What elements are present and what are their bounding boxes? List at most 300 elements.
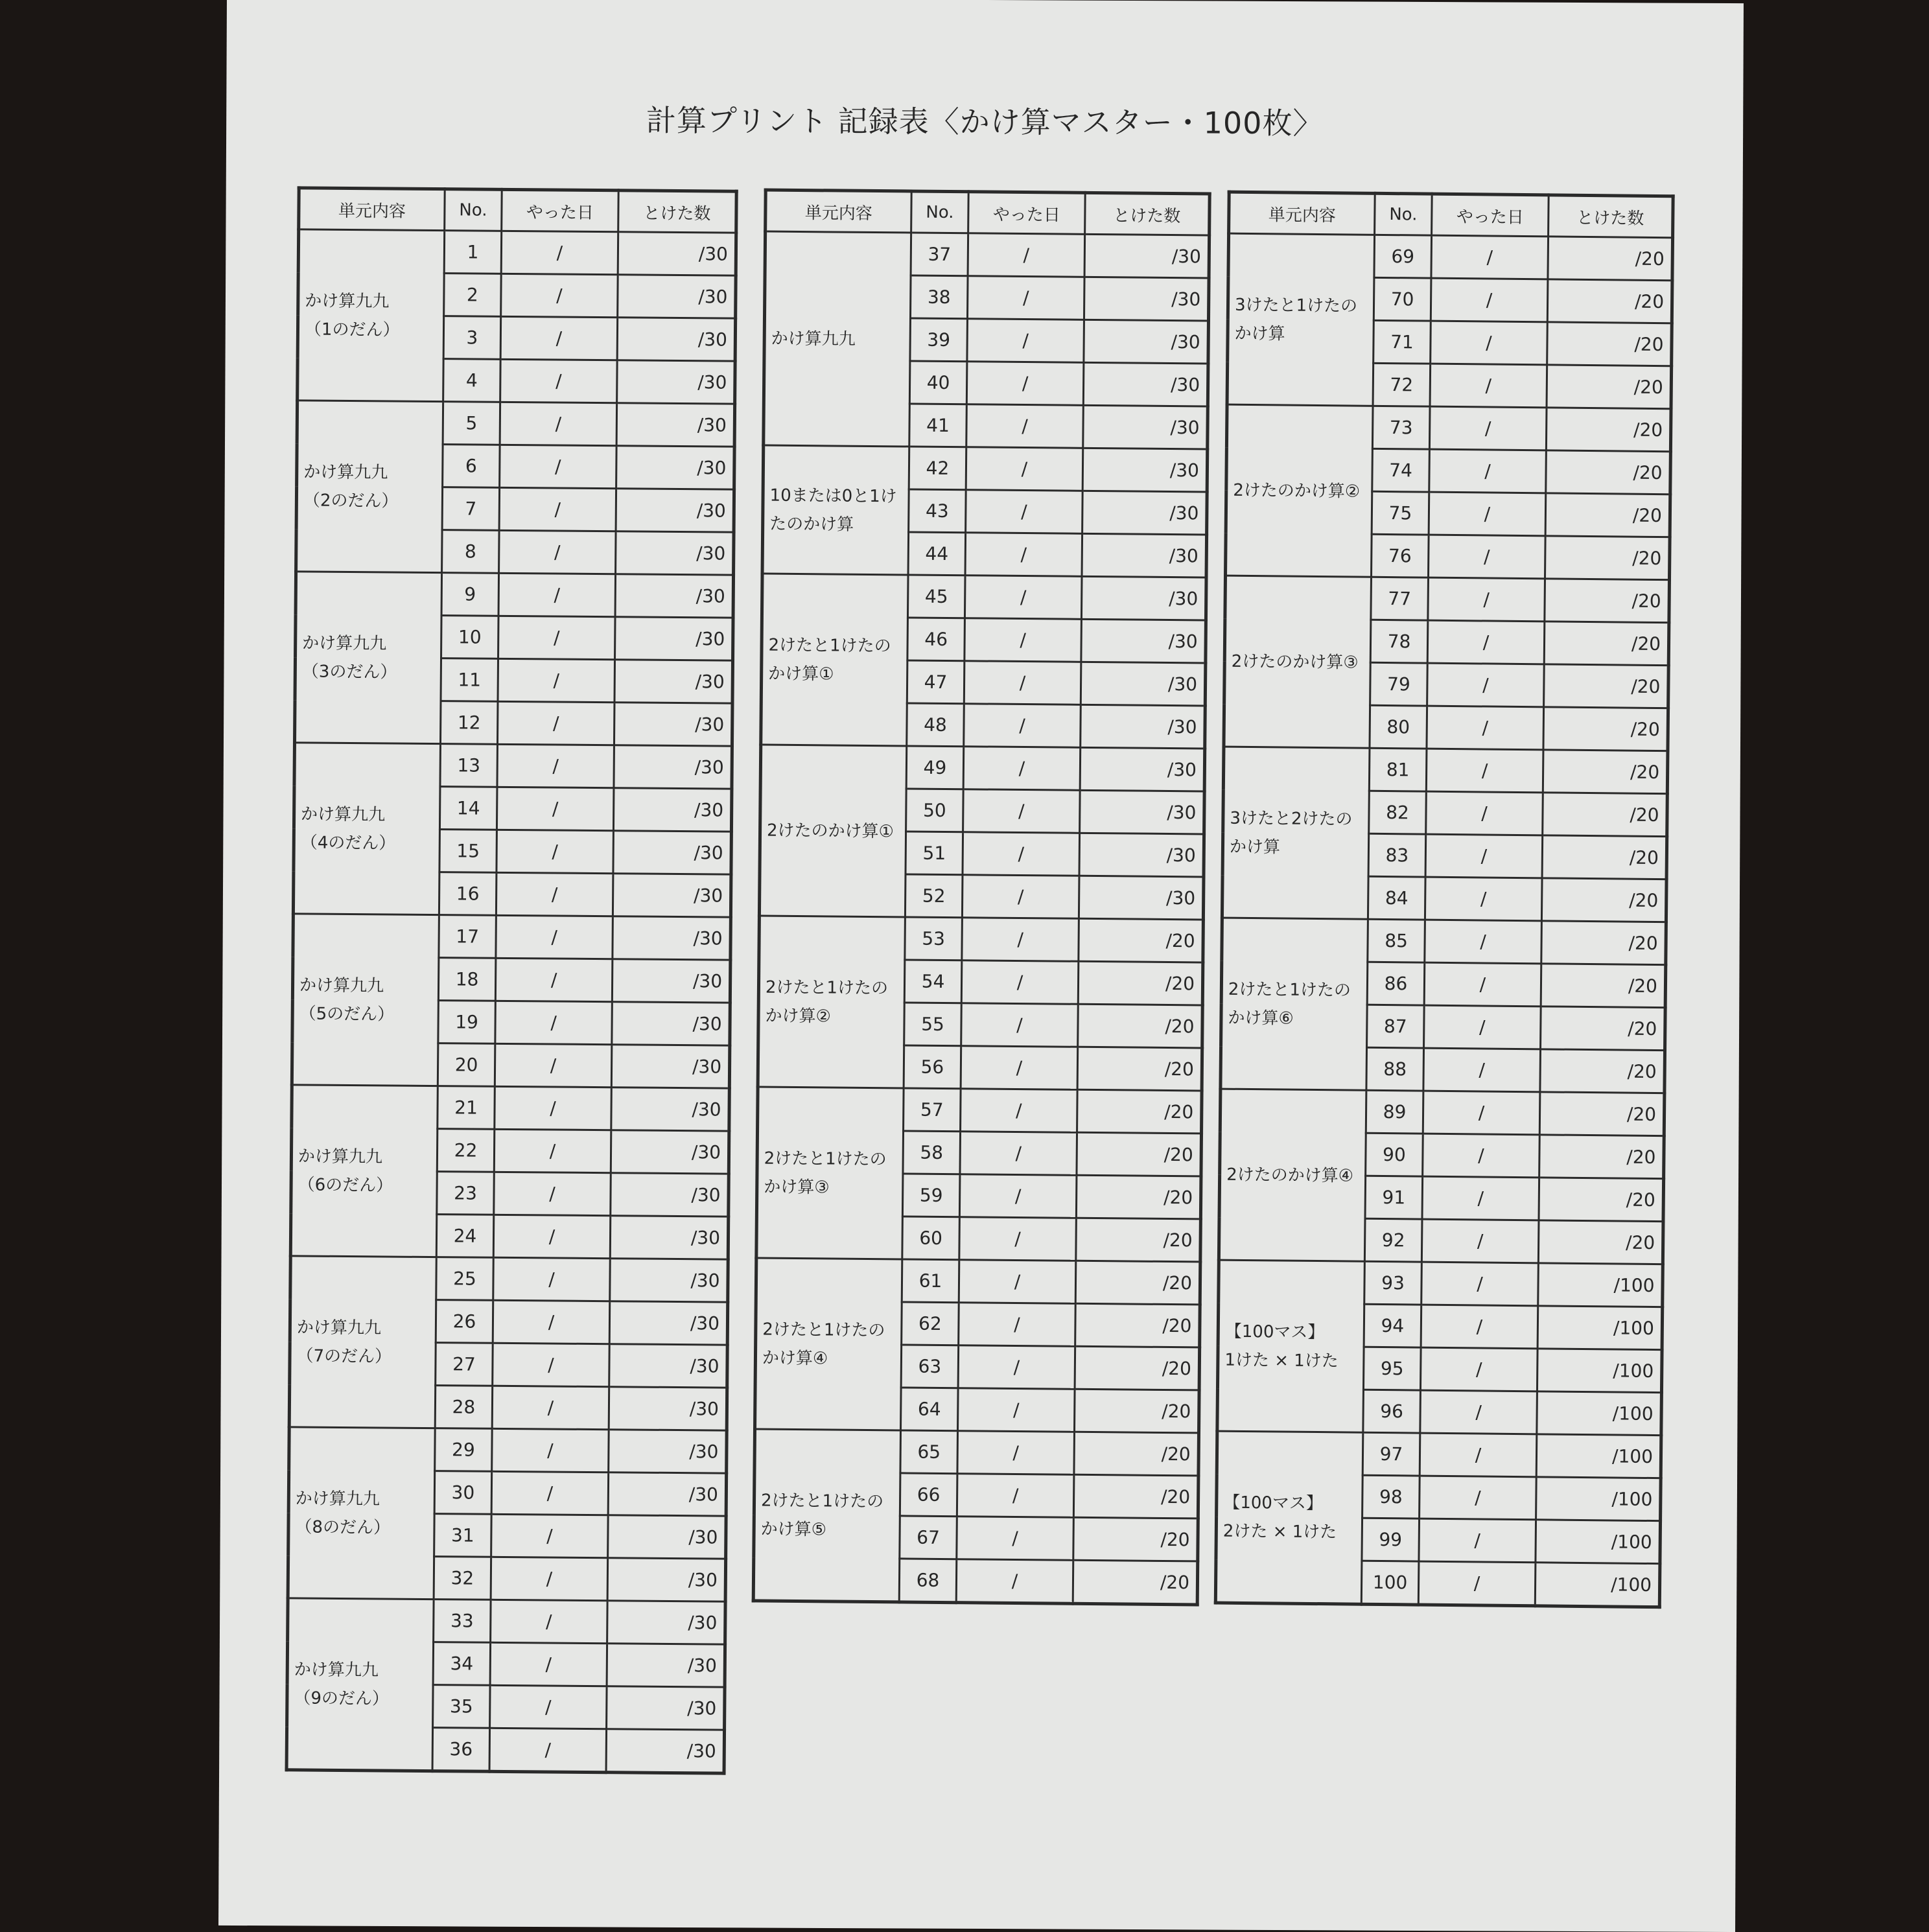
header-unit: 単元内容 <box>766 190 912 233</box>
date-cell[interactable]: / <box>1425 834 1543 878</box>
score-cell[interactable]: /30 <box>608 1472 727 1516</box>
date-cell[interactable]: / <box>497 830 614 873</box>
date-cell[interactable]: / <box>968 233 1085 277</box>
header-unit: 単元内容 <box>1229 192 1375 235</box>
score-cell[interactable]: /30 <box>1081 704 1206 749</box>
number-cell: 75 <box>1372 491 1429 535</box>
score-cell[interactable]: /20 <box>1543 750 1668 794</box>
header-score: とけた数 <box>1549 195 1674 238</box>
score-cell[interactable]: /20 <box>1547 365 1672 409</box>
date-cell[interactable]: / <box>494 1172 611 1215</box>
unit-cell: 2けたと1けたの かけ算⑤ <box>753 1429 900 1602</box>
score-cell[interactable]: /30 <box>1080 790 1205 834</box>
score-cell[interactable]: /30 <box>614 660 733 703</box>
date-cell[interactable]: / <box>497 787 614 830</box>
unit-cell: かけ算九九 （8のだん） <box>288 1427 435 1600</box>
date-cell[interactable]: / <box>1421 1305 1538 1349</box>
date-cell[interactable]: / <box>964 576 1082 620</box>
number-cell: 16 <box>439 872 497 916</box>
score-cell[interactable]: /30 <box>607 1601 726 1644</box>
date-cell[interactable]: / <box>1427 706 1544 750</box>
score-cell[interactable]: /30 <box>611 1130 729 1174</box>
score-cell[interactable]: /20 <box>1545 579 1670 623</box>
number-cell: 97 <box>1362 1432 1420 1476</box>
unit-cell: 【100マス】 1けた × 1けた <box>1217 1260 1365 1432</box>
number-cell: 14 <box>439 787 497 830</box>
score-cell[interactable]: /100 <box>1537 1391 1662 1436</box>
score-cell[interactable]: /30 <box>618 232 736 275</box>
score-cell[interactable]: /30 <box>616 531 734 575</box>
unit-cell: 2けたと1けたの かけ算④ <box>755 1258 902 1430</box>
table-row <box>1217 1431 1661 1478</box>
date-cell[interactable]: / <box>967 319 1084 363</box>
number-cell: 9 <box>441 573 499 616</box>
date-cell[interactable]: / <box>957 1474 1074 1518</box>
unit-cell: 2けたと1けたの かけ算③ <box>756 1087 904 1259</box>
score-cell[interactable]: /30 <box>615 617 734 660</box>
date-cell[interactable]: / <box>959 1303 1076 1347</box>
number-cell: 86 <box>1367 962 1425 1005</box>
score-cell[interactable]: /30 <box>616 446 735 489</box>
number-cell: 26 <box>436 1300 493 1344</box>
date-cell[interactable]: / <box>498 573 616 616</box>
date-cell[interactable]: / <box>493 1257 611 1301</box>
date-cell[interactable]: / <box>501 231 618 274</box>
score-cell[interactable]: /30 <box>1082 448 1208 492</box>
unit-cell: かけ算九九 <box>764 231 911 447</box>
number-cell: 4 <box>443 359 501 402</box>
date-cell[interactable]: / <box>498 658 615 702</box>
number-cell: 44 <box>908 532 966 576</box>
date-cell[interactable]: / <box>1420 1390 1537 1434</box>
score-cell[interactable]: /20 <box>1546 408 1671 452</box>
date-cell[interactable]: / <box>956 1559 1073 1604</box>
record-table-2 <box>752 189 1211 1607</box>
date-cell[interactable]: / <box>1419 1519 1536 1563</box>
score-cell[interactable]: /20 <box>1543 793 1668 837</box>
score-cell[interactable]: /30 <box>614 745 732 789</box>
score-cell[interactable]: /30 <box>618 275 736 318</box>
score-cell[interactable]: /30 <box>609 1344 728 1388</box>
score-cell[interactable]: /20 <box>1079 918 1204 962</box>
number-cell: 11 <box>441 658 498 702</box>
date-cell[interactable]: / <box>1423 1048 1541 1092</box>
score-cell[interactable]: /20 <box>1541 964 1666 1008</box>
score-cell[interactable]: /30 <box>612 959 731 1003</box>
number-cell: 54 <box>904 960 962 1003</box>
number-cell: 25 <box>436 1257 494 1301</box>
score-cell[interactable]: /30 <box>615 574 734 618</box>
date-cell[interactable]: / <box>960 1132 1077 1176</box>
date-cell[interactable]: / <box>1427 663 1545 707</box>
table-row <box>1222 918 1666 965</box>
number-cell: 91 <box>1365 1176 1423 1219</box>
number-cell: 85 <box>1368 919 1425 962</box>
score-cell[interactable]: /20 <box>1545 493 1670 537</box>
unit-cell: 2けたと1けたの かけ算① <box>761 574 908 746</box>
number-cell: 34 <box>433 1642 491 1686</box>
score-cell[interactable]: /30 <box>1080 747 1205 791</box>
date-cell[interactable]: / <box>961 1003 1079 1047</box>
date-cell[interactable]: / <box>1423 1091 1540 1135</box>
score-cell[interactable]: /20 <box>1539 1135 1665 1179</box>
unit-cell: かけ算九九 （6のだん） <box>290 1085 438 1257</box>
date-cell[interactable]: / <box>1425 877 1542 921</box>
number-cell: 73 <box>1372 406 1430 449</box>
date-cell[interactable]: / <box>493 1215 611 1258</box>
score-cell[interactable]: /100 <box>1536 1520 1661 1564</box>
number-cell: 81 <box>1369 748 1427 791</box>
date-cell[interactable]: / <box>964 618 1082 662</box>
date-cell[interactable]: / <box>961 960 1079 1005</box>
unit-cell: 2けたのかけ算② <box>1226 404 1374 577</box>
score-cell[interactable]: /20 <box>1075 1261 1200 1305</box>
score-cell[interactable]: /100 <box>1536 1477 1661 1521</box>
score-cell[interactable]: /20 <box>1548 237 1673 281</box>
date-cell[interactable]: / <box>497 701 614 745</box>
score-cell[interactable]: /20 <box>1541 1007 1666 1051</box>
score-cell[interactable]: /30 <box>613 831 732 874</box>
header-date: やった日 <box>968 192 1086 235</box>
number-cell: 1 <box>444 231 502 274</box>
number-cell: 5 <box>443 402 500 445</box>
number-cell: 46 <box>907 618 965 661</box>
number-cell: 90 <box>1366 1133 1423 1176</box>
date-cell[interactable]: / <box>1431 278 1548 322</box>
unit-cell: 3けたと2けたの かけ算 <box>1222 747 1370 919</box>
number-cell: 57 <box>904 1088 961 1132</box>
date-cell[interactable]: / <box>1429 492 1546 536</box>
date-cell[interactable]: / <box>492 1386 609 1429</box>
score-cell[interactable]: /20 <box>1078 1004 1203 1048</box>
table-row <box>1226 404 1671 452</box>
date-cell[interactable]: / <box>966 447 1083 491</box>
date-cell[interactable]: / <box>492 1428 609 1472</box>
number-cell: 24 <box>436 1215 494 1258</box>
score-cell[interactable]: /30 <box>613 916 731 960</box>
number-cell: 18 <box>438 958 496 1001</box>
number-cell: 84 <box>1368 876 1425 920</box>
score-cell[interactable]: /30 <box>1084 320 1209 364</box>
date-cell[interactable]: / <box>498 616 616 659</box>
date-cell[interactable]: / <box>1420 1433 1537 1477</box>
score-cell[interactable]: /20 <box>1547 279 1672 323</box>
date-cell[interactable]: / <box>490 1685 607 1728</box>
date-cell[interactable]: / <box>967 276 1084 320</box>
score-cell[interactable]: /20 <box>1540 1049 1665 1093</box>
number-cell: 58 <box>903 1131 961 1174</box>
number-cell: 67 <box>900 1516 957 1559</box>
score-cell[interactable]: /30 <box>611 1173 729 1216</box>
header-unit: 単元内容 <box>299 188 445 231</box>
score-cell[interactable]: /30 <box>1079 876 1204 920</box>
number-cell: 17 <box>439 915 497 959</box>
date-cell[interactable]: / <box>963 789 1081 833</box>
date-cell[interactable]: / <box>962 875 1079 919</box>
score-cell[interactable]: /20 <box>1075 1389 1200 1433</box>
number-cell: 45 <box>907 575 965 618</box>
date-cell[interactable]: / <box>1421 1262 1539 1306</box>
date-cell[interactable]: / <box>1423 1134 1540 1178</box>
date-cell[interactable]: / <box>1420 1476 1537 1520</box>
date-cell[interactable]: / <box>1427 620 1545 664</box>
date-cell[interactable]: / <box>491 1557 608 1600</box>
date-cell[interactable]: / <box>497 744 614 787</box>
date-cell[interactable]: / <box>495 1001 613 1044</box>
date-cell[interactable]: / <box>966 490 1083 534</box>
table-row <box>762 574 1206 620</box>
table-row <box>288 1598 725 1644</box>
score-cell[interactable]: /20 <box>1075 1303 1200 1347</box>
page-title: 計算プリント 記録表〈かけ算マスター・100枚〉 <box>646 102 1324 141</box>
score-cell[interactable]: /30 <box>611 1045 730 1088</box>
score-cell[interactable]: /20 <box>1077 1089 1202 1134</box>
score-cell[interactable]: /20 <box>1538 1220 1663 1264</box>
score-cell[interactable]: /20 <box>1073 1474 1198 1519</box>
date-cell[interactable]: / <box>493 1343 610 1386</box>
unit-cell: 2けたのかけ算③ <box>1224 576 1372 748</box>
number-cell: 22 <box>437 1129 495 1172</box>
date-cell[interactable]: / <box>963 747 1081 791</box>
date-cell[interactable]: / <box>958 1388 1075 1432</box>
score-cell[interactable]: /30 <box>609 1387 727 1430</box>
number-cell: 68 <box>899 1559 957 1603</box>
date-cell[interactable]: / <box>491 1514 609 1557</box>
score-cell[interactable]: /20 <box>1077 1132 1202 1176</box>
number-cell: 3 <box>443 316 501 360</box>
score-cell[interactable]: /20 <box>1546 450 1671 495</box>
date-cell[interactable]: / <box>493 1300 610 1344</box>
date-cell[interactable]: / <box>1426 791 1543 835</box>
number-cell: 40 <box>909 361 967 404</box>
date-cell[interactable]: / <box>959 1260 1076 1304</box>
score-cell[interactable]: /20 <box>1076 1218 1201 1262</box>
date-cell[interactable]: / <box>961 1046 1078 1090</box>
header-date: やった日 <box>502 189 618 231</box>
date-cell[interactable]: / <box>494 1129 611 1172</box>
score-cell[interactable]: /30 <box>1081 576 1206 620</box>
date-cell[interactable]: / <box>966 362 1084 406</box>
date-cell[interactable]: / <box>495 958 613 1001</box>
date-cell[interactable]: / <box>495 1086 612 1130</box>
score-cell[interactable]: /20 <box>1544 622 1669 666</box>
score-cell[interactable]: /30 <box>616 489 734 532</box>
number-cell: 99 <box>1362 1518 1420 1561</box>
number-cell: 38 <box>910 275 968 319</box>
score-cell[interactable]: /30 <box>611 1088 730 1131</box>
score-cell[interactable]: /20 <box>1075 1346 1200 1390</box>
number-cell: 56 <box>904 1045 961 1089</box>
score-cell[interactable]: /100 <box>1538 1263 1663 1307</box>
date-cell[interactable]: / <box>957 1431 1075 1475</box>
score-cell[interactable]: /20 <box>1073 1560 1198 1605</box>
score-cell[interactable]: /20 <box>1544 664 1669 708</box>
date-cell[interactable]: / <box>961 1089 1078 1133</box>
score-cell[interactable]: /30 <box>1079 833 1204 877</box>
score-cell[interactable]: /30 <box>608 1515 727 1559</box>
number-cell: 48 <box>907 703 964 747</box>
date-cell[interactable]: / <box>1424 962 1541 1007</box>
score-cell[interactable]: /30 <box>617 318 736 361</box>
table-row <box>294 743 732 789</box>
score-cell[interactable]: /100 <box>1535 1563 1660 1607</box>
score-cell[interactable]: /100 <box>1537 1306 1663 1350</box>
date-cell[interactable]: / <box>963 832 1080 876</box>
date-cell[interactable]: / <box>496 872 613 916</box>
score-cell[interactable]: /30 <box>1084 234 1210 278</box>
score-cell[interactable]: /20 <box>1543 707 1668 751</box>
number-cell: 7 <box>442 487 500 531</box>
unit-cell: 3けたと1けたの かけ算 <box>1227 233 1375 406</box>
score-cell[interactable]: /30 <box>617 360 736 404</box>
date-cell[interactable]: / <box>491 1471 609 1515</box>
date-cell[interactable]: / <box>959 1174 1077 1218</box>
date-cell[interactable]: / <box>496 915 613 959</box>
score-cell[interactable]: /20 <box>1539 1178 1664 1222</box>
date-cell[interactable]: / <box>1422 1176 1539 1220</box>
number-cell: 82 <box>1369 791 1427 834</box>
number-cell: 87 <box>1367 1005 1425 1048</box>
score-cell[interactable]: /30 <box>1082 491 1208 535</box>
date-cell[interactable]: / <box>1428 577 1545 622</box>
table-header-row <box>299 188 736 233</box>
score-cell[interactable]: /20 <box>1077 1047 1202 1091</box>
date-cell[interactable]: / <box>962 918 1079 962</box>
date-cell[interactable]: / <box>499 487 616 531</box>
date-cell[interactable]: / <box>499 530 616 574</box>
unit-cell: 2けたと1けたの かけ算⑥ <box>1221 918 1368 1090</box>
score-cell[interactable]: /20 <box>1545 536 1670 580</box>
score-cell[interactable]: /30 <box>1083 362 1208 406</box>
score-cell[interactable]: /30 <box>606 1729 725 1773</box>
number-cell: 94 <box>1364 1304 1421 1347</box>
date-cell[interactable]: / <box>965 533 1082 577</box>
date-cell[interactable]: / <box>491 1600 608 1643</box>
score-cell[interactable]: /30 <box>614 703 732 746</box>
date-cell[interactable]: / <box>501 274 618 317</box>
number-cell: 42 <box>909 447 966 490</box>
score-cell[interactable]: /30 <box>1084 277 1209 321</box>
score-cell[interactable]: /20 <box>1076 1175 1201 1219</box>
date-cell[interactable]: / <box>1421 1219 1539 1263</box>
score-cell[interactable]: /20 <box>1539 1092 1665 1136</box>
score-cell[interactable]: /30 <box>609 1430 727 1473</box>
number-cell: 69 <box>1374 235 1432 278</box>
table-row <box>1228 233 1673 281</box>
date-cell[interactable]: / <box>1425 920 1542 964</box>
date-cell[interactable]: / <box>964 661 1081 705</box>
unit-cell: かけ算九九 （1のだん） <box>298 229 445 402</box>
date-cell[interactable]: / <box>1418 1561 1536 1606</box>
score-cell[interactable]: /100 <box>1537 1349 1662 1393</box>
score-cell[interactable]: /30 <box>1082 533 1207 577</box>
number-cell: 83 <box>1368 833 1426 877</box>
date-cell[interactable]: / <box>495 1043 612 1087</box>
score-cell[interactable]: /30 <box>613 874 731 917</box>
date-cell[interactable]: / <box>1431 321 1548 365</box>
date-cell[interactable]: / <box>1420 1347 1537 1391</box>
date-cell[interactable]: / <box>959 1217 1077 1261</box>
score-cell[interactable]: /20 <box>1078 961 1203 1005</box>
score-cell[interactable]: /30 <box>610 1216 729 1259</box>
number-cell: 51 <box>906 832 963 875</box>
table-row <box>289 1427 727 1473</box>
date-cell[interactable]: / <box>964 704 1081 748</box>
date-cell[interactable]: / <box>500 359 618 402</box>
date-cell[interactable]: / <box>1430 364 1547 408</box>
date-cell[interactable]: / <box>1429 449 1547 493</box>
number-cell: 78 <box>1370 620 1428 663</box>
number-cell: 53 <box>905 917 963 960</box>
number-cell: 93 <box>1364 1261 1422 1305</box>
number-cell: 59 <box>902 1174 960 1217</box>
unit-cell: 【100マス】 2けた × 1けた <box>1215 1431 1363 1604</box>
date-cell[interactable]: / <box>958 1345 1075 1390</box>
number-cell: 70 <box>1374 277 1431 321</box>
number-cell: 32 <box>434 1557 491 1600</box>
score-cell[interactable]: /30 <box>1081 662 1206 706</box>
date-cell[interactable]: / <box>1424 1005 1541 1049</box>
number-cell: 55 <box>904 1003 962 1046</box>
score-cell[interactable]: /30 <box>1083 405 1208 449</box>
date-cell[interactable]: / <box>966 404 1084 448</box>
score-cell[interactable]: /30 <box>610 1259 729 1302</box>
date-cell[interactable]: / <box>1426 749 1543 793</box>
score-cell[interactable]: /30 <box>607 1558 726 1601</box>
number-cell: 15 <box>439 830 497 873</box>
date-cell[interactable]: / <box>1431 235 1549 279</box>
date-cell[interactable]: / <box>500 316 618 360</box>
score-cell[interactable]: /30 <box>616 403 735 447</box>
score-cell[interactable]: /100 <box>1536 1434 1661 1478</box>
table-row <box>756 1258 1200 1305</box>
number-cell: 10 <box>441 616 499 659</box>
score-cell[interactable]: /30 <box>1081 619 1206 663</box>
number-cell: 66 <box>900 1473 957 1517</box>
number-cell: 92 <box>1364 1218 1422 1262</box>
score-cell[interactable]: /30 <box>607 1686 725 1730</box>
score-cell[interactable]: /30 <box>609 1301 728 1345</box>
date-cell[interactable]: / <box>500 445 617 488</box>
date-cell[interactable]: / <box>957 1517 1074 1561</box>
score-cell[interactable]: /20 <box>1073 1517 1198 1561</box>
header-score: とけた数 <box>618 191 736 233</box>
date-cell[interactable]: / <box>490 1642 607 1686</box>
score-cell[interactable]: /20 <box>1074 1432 1199 1476</box>
score-cell[interactable]: /20 <box>1547 322 1672 366</box>
number-cell: 88 <box>1366 1047 1424 1091</box>
number-cell: 72 <box>1373 363 1431 406</box>
score-cell[interactable]: /30 <box>607 1644 725 1687</box>
score-cell[interactable]: /20 <box>1542 835 1667 879</box>
date-cell[interactable]: / <box>489 1728 607 1772</box>
date-cell[interactable]: / <box>1429 406 1547 450</box>
number-cell: 33 <box>434 1600 491 1643</box>
score-cell[interactable]: /30 <box>612 1002 731 1045</box>
date-cell[interactable]: / <box>1429 535 1546 579</box>
table-row <box>1220 1089 1665 1136</box>
header-no: No. <box>911 191 969 233</box>
date-cell[interactable]: / <box>500 402 617 445</box>
number-cell: 71 <box>1374 320 1431 364</box>
score-cell[interactable]: /30 <box>613 788 732 832</box>
table-row <box>298 229 736 275</box>
header-no: No. <box>445 189 502 231</box>
score-cell[interactable]: /20 <box>1541 921 1666 965</box>
number-cell: 27 <box>436 1343 493 1386</box>
unit-cell: かけ算九九 （5のだん） <box>292 914 439 1086</box>
score-cell[interactable]: /20 <box>1541 878 1666 922</box>
